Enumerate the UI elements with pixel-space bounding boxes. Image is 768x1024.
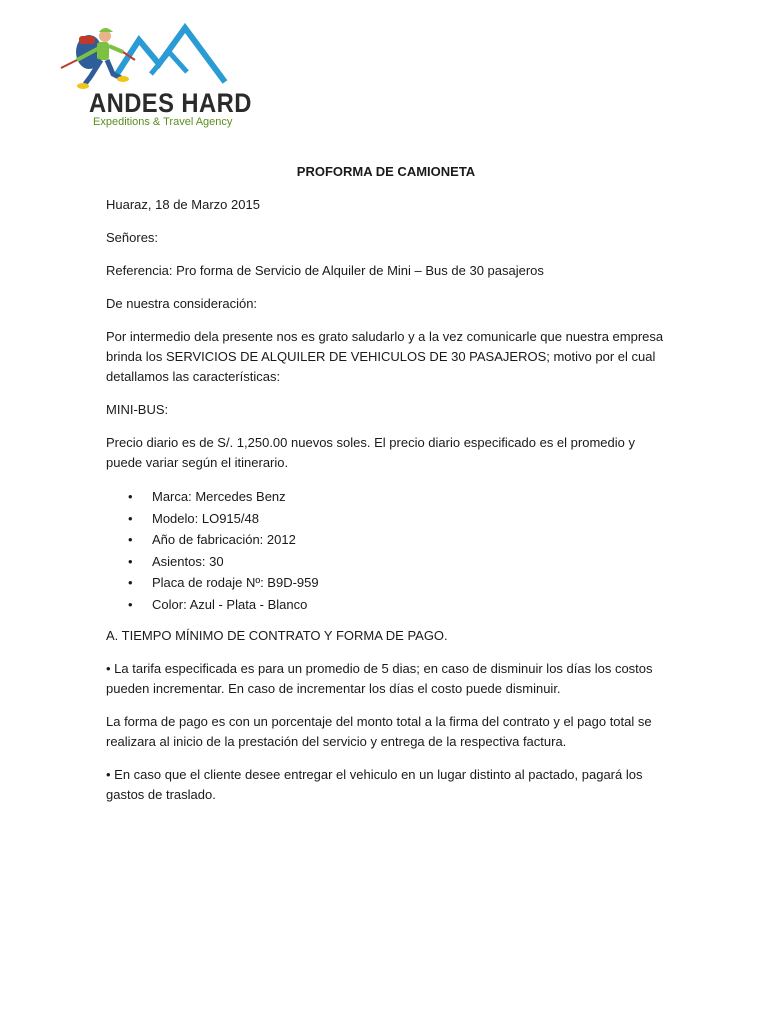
list-item — [106, 508, 666, 530]
brand-tagline: Expeditions & Travel Agency — [93, 116, 233, 128]
minibus-heading: MINI-BUS: — [106, 402, 169, 417]
date-line: Huaraz, 18 de Marzo 2015 — [106, 197, 260, 212]
document-title: PROFORMA DE CAMIONETA — [296, 164, 476, 179]
intro-paragraph: Por intermedio dela presente nos es grato saludarlo y a la vez comunicarle que nuestra empresa brinda los SERVICIOS DE ALQUILER DE VEHICULOS DE 30 PASAJEROS; motivo por el cual detallamos las características: — [106, 329, 664, 384]
specs-list — [106, 486, 666, 615]
spec-model: Modelo: LO915/48 — [152, 510, 259, 526]
bullet-icon: • — [128, 575, 133, 590]
brand-name: ANDES HARD — [89, 88, 252, 118]
document-body — [106, 162, 666, 818]
list-item — [106, 594, 666, 616]
spec-brand: Marca: Mercedes Benz — [152, 489, 286, 504]
spec-seats: Asientos: 30 — [152, 553, 224, 569]
price-paragraph: Precio diario es de S/. 1,250.00 nuevos soles. El precio diario especificado es el promedio y puede variar según el itinerario. — [106, 435, 635, 470]
reference-line: Referencia: Pro forma de Servicio de Alquiler de Mini – Bus de 30 pasajeros — [106, 263, 544, 278]
list-item — [106, 486, 666, 508]
rate-note: • La tarifa especificada es para un promedio de 5 dias; en caso de disminuir los días los costos pueden incrementar. En caso de incrementar los días el costo puede disminuir. — [106, 661, 653, 696]
spec-color: Color: Azul - Plata - Blanco — [152, 596, 308, 612]
bullet-icon: • — [128, 489, 133, 504]
list-item — [106, 572, 666, 594]
section-a-heading: A. TIEMPO MÍNIMO DE CONTRATO Y FORMA DE PAGO. — [106, 628, 448, 643]
bullet-icon: • — [128, 532, 133, 547]
delivery-note: • En caso que el cliente desee entregar el vehiculo en un lugar distinto al pactado, pagará los gastos de traslado. — [106, 767, 643, 802]
company-logo — [55, 22, 255, 132]
bullet-icon: • — [128, 510, 133, 526]
spec-plate: Placa de rodaje Nº: B9D-959 — [152, 575, 319, 590]
bullet-icon: • — [128, 596, 133, 612]
payment-paragraph: La forma de pago es con un porcentaje del monto total a la firma del contrato y el pago total se realizara al inicio de la prestación del servicio y entrega de la respectiva factura. — [106, 714, 652, 749]
list-item — [106, 529, 666, 551]
salutation: Señores: — [106, 230, 159, 245]
spec-year: Año de fabricación: 2012 — [152, 532, 296, 547]
list-item — [106, 551, 666, 573]
bullet-icon: • — [128, 553, 133, 569]
consideration-line: De nuestra consideración: — [106, 296, 258, 311]
